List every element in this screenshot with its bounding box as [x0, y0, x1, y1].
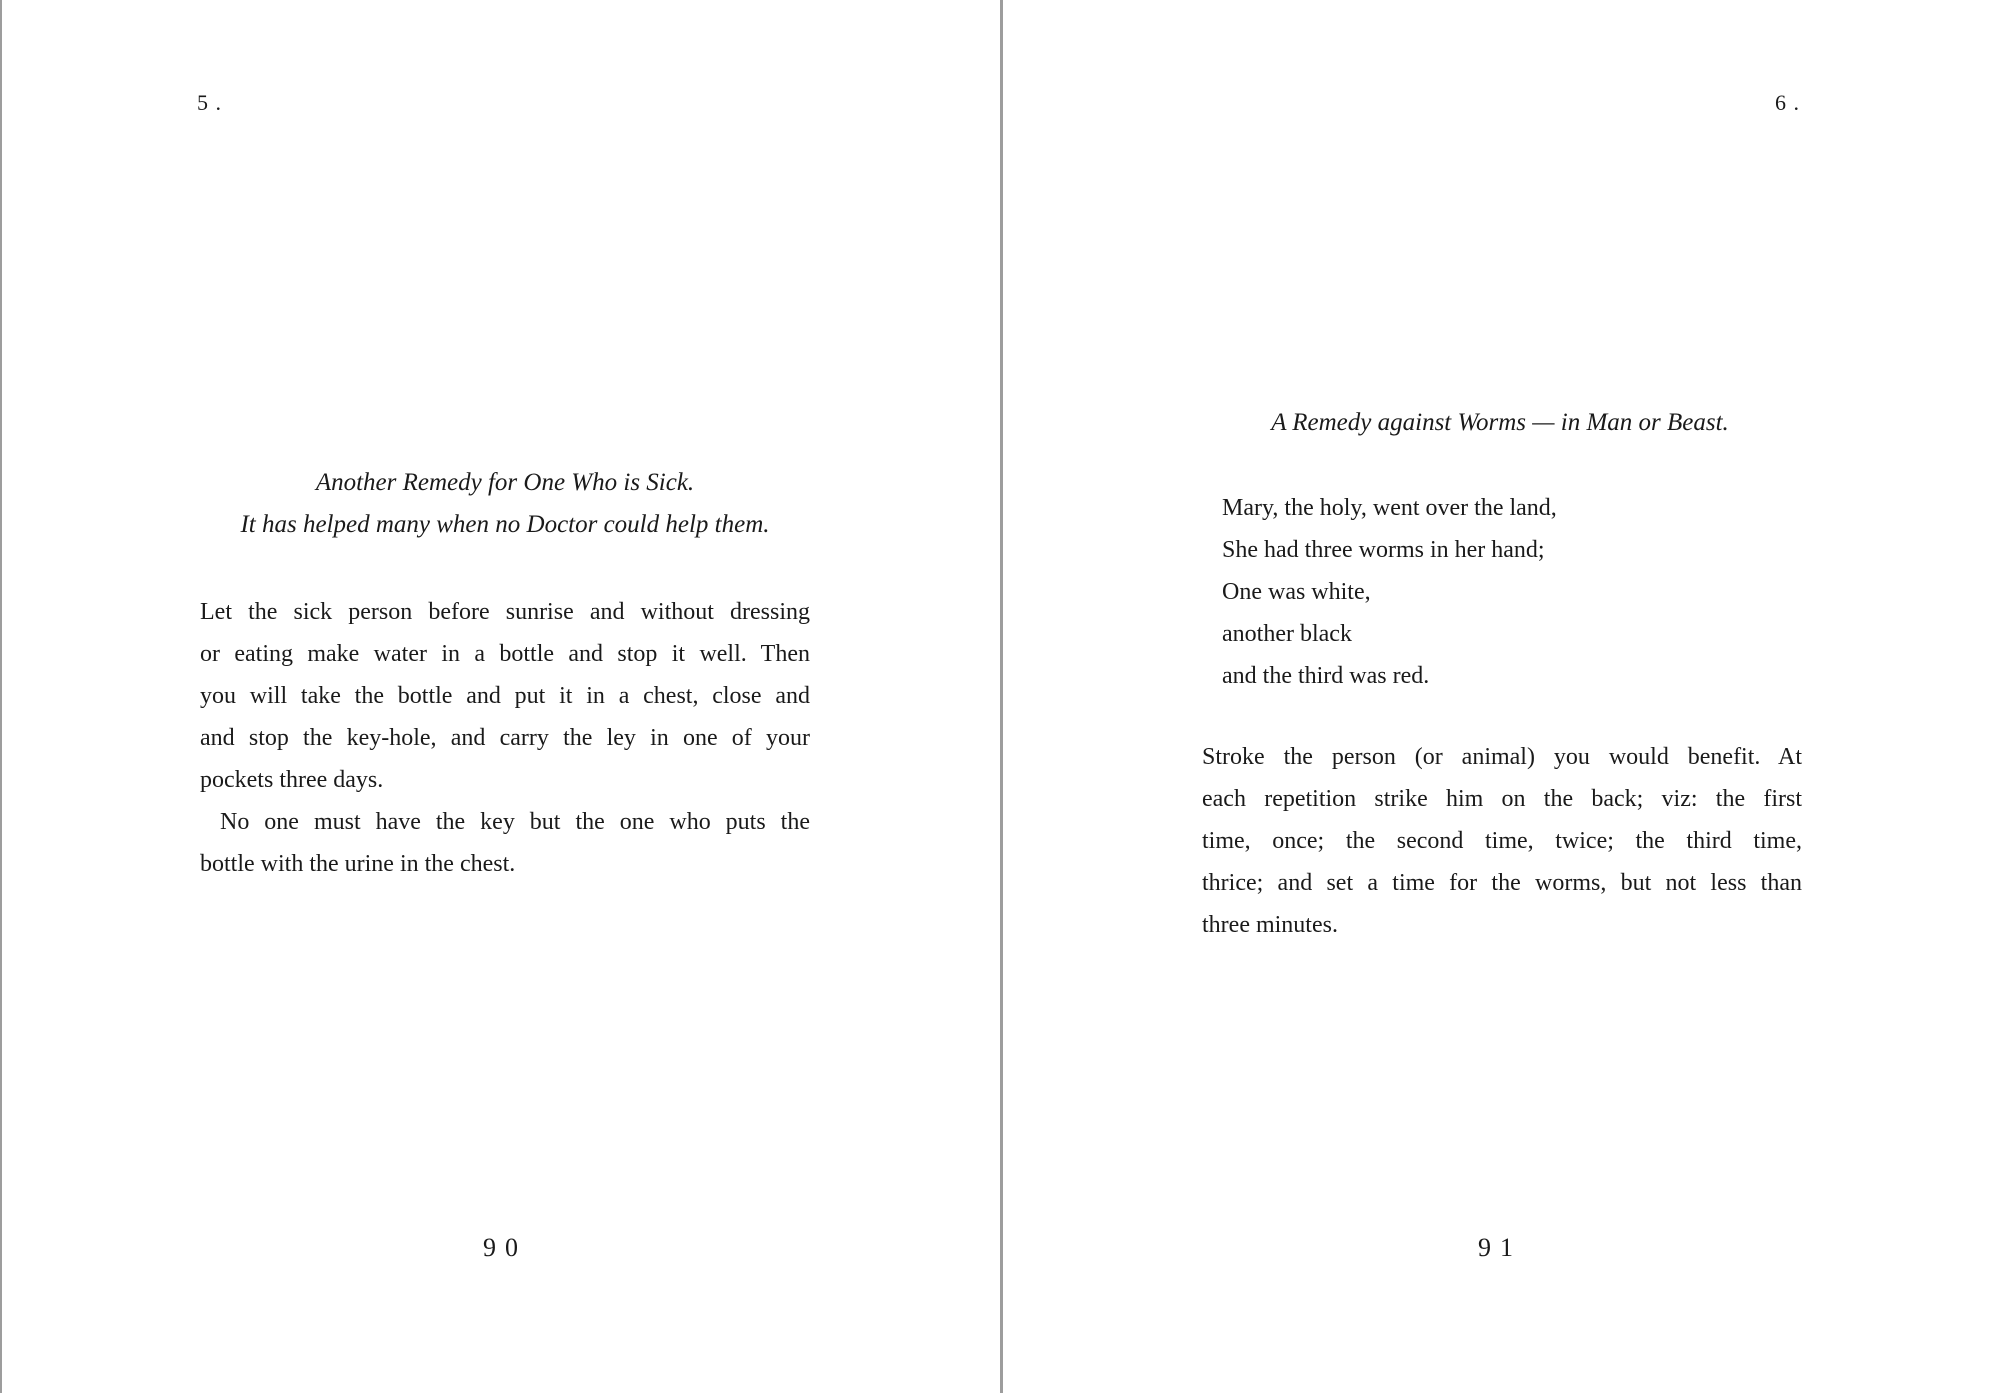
text-line: three minutes.	[1202, 912, 1338, 938]
text-line: thrice; and set a time for the worms, but not less than	[1202, 870, 1802, 896]
page-gutter-divider	[1000, 0, 1003, 1393]
title-line: It has helped many when no Doctor could help them.	[240, 511, 770, 538]
title-line: Another Remedy for One Who is Sick.	[315, 469, 695, 496]
text-line: or eating make water in a bottle and stop it well. Then	[200, 641, 810, 667]
page-number-left: 90	[483, 1233, 527, 1262]
right-page	[1003, 0, 2000, 1393]
chapter-title-left	[200, 462, 810, 546]
verse-line: Mary, the holy, went over the land,	[1222, 495, 1557, 521]
text-line: and stop the key-hole, and carry the ley in one of your	[200, 725, 810, 751]
page-number-right: 91	[1478, 1233, 1522, 1262]
page-left-edge-line	[0, 0, 2, 1393]
text-line: you will take the bottle and put it in a chest, close and	[200, 683, 810, 709]
text-line: pockets three days.	[200, 767, 384, 793]
section-number-right: 6 .	[1775, 90, 1800, 115]
text-line: Stroke the person (or animal) you would benefit. At	[1202, 744, 1802, 770]
verse-line: and the third was red.	[1222, 663, 1430, 689]
title-line: A Remedy against Worms — in Man or Beast.	[1271, 409, 1729, 436]
verse-right	[1222, 487, 1782, 697]
verse-line: another black	[1222, 621, 1352, 647]
text-line: No one must have the key but the one who puts the	[220, 809, 810, 835]
verse-line: One was white,	[1222, 579, 1371, 605]
text-line: Let the sick person before sunrise and without dressing	[200, 599, 810, 625]
text-line: bottle with the urine in the chest.	[200, 851, 516, 877]
chapter-title-right	[1200, 402, 1800, 444]
text-line: time, once; the second time, twice; the third time,	[1202, 828, 1802, 854]
body-paragraph-left	[200, 591, 810, 885]
body-paragraph-right	[1202, 736, 1802, 946]
text-line: each repetition strike him on the back; viz: the first	[1202, 786, 1802, 812]
verse-line: She had three worms in her hand;	[1222, 537, 1545, 563]
section-number-left: 5 .	[197, 90, 222, 115]
